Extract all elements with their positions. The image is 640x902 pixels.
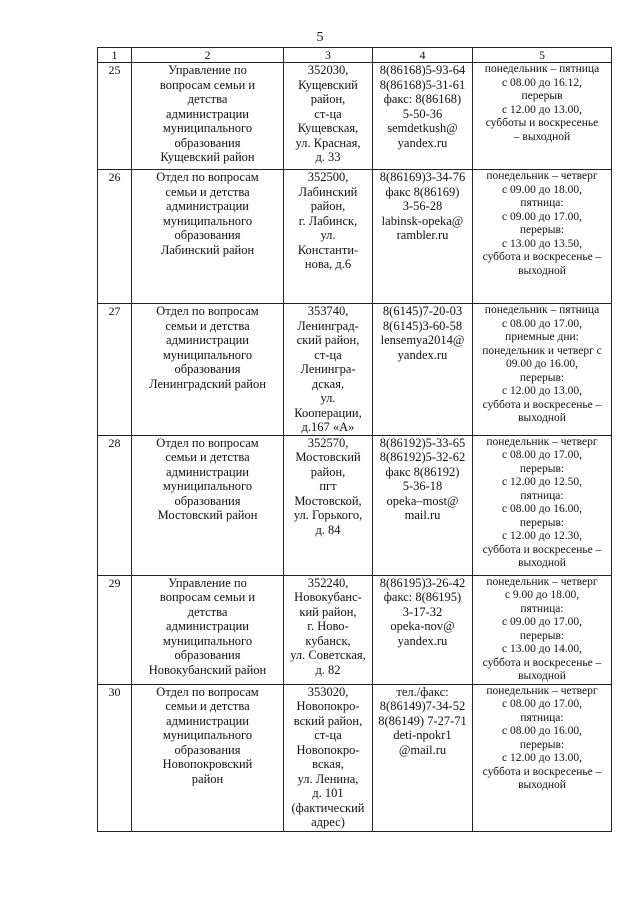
address-line: ул. Ленина,: [297, 771, 359, 786]
contacts-line: yandex.ru: [397, 633, 448, 648]
contacts-line: 8(86192)5-32-62: [379, 450, 466, 464]
work-schedule-line: пятница:: [520, 489, 564, 502]
work-schedule-line: субботы и воскресенье: [485, 117, 599, 129]
address-cell: [284, 684, 373, 831]
contacts-line: @mail.ru: [398, 742, 447, 757]
contacts-line: labinsk-opeka@: [381, 213, 464, 228]
address-line: Кущевская,: [297, 121, 359, 135]
table-row: [98, 63, 612, 170]
table-row: [98, 435, 612, 575]
contacts-line: yandex.ru: [397, 347, 448, 362]
contacts-line: 8(86149) 7-27-71: [378, 713, 467, 728]
address-cell: [284, 304, 373, 436]
organization-name-line: детства: [187, 604, 228, 619]
address-line: д. 101: [312, 786, 344, 800]
work-schedule-line: выходной: [518, 557, 566, 569]
work-schedule-line: понедельник – пятница: [484, 304, 600, 316]
address-line: Мостовский: [295, 450, 361, 464]
work-schedule-line: перерыв: [521, 90, 563, 102]
address-line: район,: [310, 92, 346, 106]
registry-table: [97, 47, 612, 832]
page-number: 5: [316, 30, 324, 45]
address-line: нова, д.6: [304, 257, 352, 271]
organization-name-line: администрации: [166, 106, 249, 121]
organization-name-line: вопросам семьи и: [159, 590, 256, 604]
organization-name-line: Управление по: [168, 63, 247, 77]
work-schedule-line: перерыв:: [519, 371, 565, 384]
work-schedule-line: понедельник – четверг: [486, 170, 598, 182]
address-line: пгт: [319, 479, 337, 493]
row-number: 26: [98, 170, 132, 304]
work-schedule-line: с 08.00 до 16.00,: [502, 503, 582, 515]
organization-name-line: семьи и детства: [165, 450, 250, 464]
organization-name-line: Ленинградский район: [149, 376, 266, 391]
address-line: кий район,: [299, 604, 357, 619]
organization-name-line: образования: [174, 742, 241, 757]
work-schedule-line: с 12.00 до 13.00,: [502, 103, 582, 116]
work-schedule-line: понедельник – четверг: [486, 684, 598, 697]
address-line: кубанск,: [305, 633, 351, 648]
work-schedule-line: пятница:: [520, 602, 564, 615]
address-line: Кущевский: [298, 77, 358, 92]
address-line: д. 33: [315, 150, 341, 164]
work-schedule-line: выходной: [518, 412, 566, 424]
work-schedule-line: пятница:: [520, 197, 564, 209]
organization-name-line: образования: [174, 362, 241, 376]
contacts-cell: [373, 575, 473, 684]
organization-name-cell: [132, 63, 284, 170]
address-line: ст-ца: [314, 106, 342, 121]
organization-name-line: образования: [174, 135, 241, 150]
work-schedule-line: с 08.00 до 16.00,: [502, 725, 582, 737]
address-line: дская,: [311, 376, 345, 391]
work-schedule-line: понедельник и четверг с: [482, 344, 602, 357]
address-line: Ленинград-: [297, 318, 359, 333]
organization-name-cell: [132, 684, 284, 831]
work-schedule-line: перерыв:: [519, 629, 565, 642]
work-schedule-line: пятница:: [520, 711, 564, 724]
work-schedule-line: суббота и воскресенье –: [482, 543, 602, 556]
organization-name-line: Новопокровский: [162, 757, 253, 771]
organization-name-line: Отдел по вопросам: [156, 170, 259, 184]
contacts-line: opeka-nov@: [390, 619, 455, 633]
work-schedule-line: суббота и воскресенье –: [482, 656, 602, 669]
work-schedule-line: с 09.00 до 18.00,: [502, 183, 582, 196]
address-line: ст-ца: [314, 728, 342, 742]
contacts-cell: [373, 170, 473, 304]
work-schedule-line: выходной: [518, 779, 566, 791]
contacts-line: opeka–most@: [386, 493, 459, 508]
work-schedule-line: с 08.00 до 17.00,: [502, 317, 582, 330]
work-schedule-line: суббота и воскресенье –: [482, 251, 602, 263]
address-line: вская,: [312, 757, 344, 771]
work-schedule-cell: [473, 575, 612, 684]
work-schedule-line: суббота и воскресенье –: [482, 398, 602, 411]
work-schedule-line: с 08.00 до 17.00,: [502, 449, 582, 461]
organization-name-line: семьи и детства: [165, 699, 250, 713]
contacts-line: 8(86168)5-31-61: [379, 77, 466, 92]
contacts-line: 3-56-28: [402, 199, 443, 213]
organization-name-line: детства: [187, 92, 228, 106]
work-schedule-line: 09.00 до 16.00,: [506, 358, 578, 370]
header-cell-4: 4: [373, 48, 473, 63]
address-line: д. 82: [315, 662, 341, 677]
address-line: д. 84: [315, 522, 341, 537]
work-schedule-line: понедельник – четверг: [486, 435, 598, 448]
contacts-line: 8(86195)3-26-42: [379, 575, 466, 590]
address-line: ул. Горького,: [293, 508, 363, 522]
address-line: ул.: [320, 391, 336, 405]
address-line: ский район,: [296, 333, 360, 347]
work-schedule-line: перерыв:: [519, 224, 565, 236]
organization-name-line: администрации: [166, 464, 249, 479]
address-line: вский район,: [293, 713, 363, 728]
address-line: Новокубанс-: [294, 590, 362, 604]
contacts-cell: [373, 63, 473, 170]
organization-name-line: семьи и детства: [165, 184, 250, 199]
address-line: (фактический: [291, 800, 365, 815]
organization-name-line: семьи и детства: [165, 318, 250, 333]
contacts-line: тел./факс:: [396, 684, 449, 699]
row-number: 29: [98, 575, 132, 684]
contacts-line: 8(86192)5-33-65: [379, 435, 466, 450]
contacts-line: 3-17-32: [402, 604, 443, 619]
organization-name-line: Лабинский район: [160, 242, 255, 257]
work-schedule-cell: [473, 684, 612, 831]
address-line: ул. Красная,: [295, 135, 361, 150]
address-line: Новопокро-: [296, 699, 360, 713]
work-schedule-line: перерыв:: [519, 738, 565, 751]
contacts-line: факс 8(86192): [385, 464, 460, 479]
organization-name-line: Кущевский район: [160, 150, 255, 164]
table-row: [98, 304, 612, 436]
address-line: Лабинский: [298, 184, 358, 199]
address-line: Мостовской,: [294, 493, 362, 508]
address-line: Новопокро-: [296, 742, 360, 757]
address-line: Кооперации,: [294, 405, 362, 420]
organization-name-line: администрации: [166, 713, 249, 728]
table-body: [98, 63, 612, 832]
work-schedule-line: с 12.00 до 12.50,: [502, 476, 582, 488]
table-row: [98, 575, 612, 684]
address-line: 353740,: [307, 304, 349, 318]
organization-name-line: образования: [174, 228, 241, 242]
work-schedule-line: с 09.00 до 17.00,: [502, 616, 582, 628]
address-line: Ленингра-: [300, 362, 356, 376]
work-schedule-line: перерыв:: [519, 462, 565, 475]
organization-name-cell: [132, 575, 284, 684]
work-schedule-cell: [473, 304, 612, 436]
organization-name-cell: [132, 435, 284, 575]
organization-name-line: муниципального: [162, 633, 253, 648]
contacts-line: 8(86168)5-93-64: [379, 63, 466, 77]
contacts-line: lensemya2014@: [380, 333, 465, 347]
row-number: 30: [98, 684, 132, 831]
organization-name-line: Мостовский район: [157, 508, 258, 522]
contacts-line: rambler.ru: [396, 228, 449, 242]
work-schedule-line: с 08.00 до 17.00,: [502, 698, 582, 710]
contacts-cell: [373, 304, 473, 436]
work-schedule-line: суббота и воскресенье –: [482, 765, 602, 778]
address-line: д.167 «А»: [301, 420, 355, 434]
address-line: 352570,: [307, 435, 349, 450]
contacts-line: факс: 8(86168): [383, 92, 462, 106]
address-cell: [284, 435, 373, 575]
address-line: ул. Советская,: [290, 648, 366, 662]
organization-name-line: район: [191, 771, 224, 786]
table-row: [98, 684, 612, 831]
address-line: 352500,: [307, 170, 349, 184]
organization-name-line: муниципального: [162, 213, 253, 228]
work-schedule-cell: [473, 435, 612, 575]
contacts-cell: [373, 435, 473, 575]
address-cell: [284, 63, 373, 170]
organization-name-line: Отдел по вопросам: [156, 684, 259, 699]
contacts-line: yandex.ru: [397, 135, 448, 150]
organization-name-line: муниципального: [162, 121, 253, 135]
work-schedule-cell: [473, 170, 612, 304]
address-line: ст-ца: [314, 347, 342, 362]
contacts-line: 5-36-18: [402, 479, 443, 493]
work-schedule-line: с 12.00 до 12.30,: [502, 530, 582, 542]
organization-name-line: муниципального: [162, 479, 253, 493]
address-line: 352240,: [307, 575, 349, 590]
organization-name-line: образования: [174, 648, 241, 662]
organization-name-line: Отдел по вопросам: [156, 435, 259, 450]
organization-name-cell: [132, 304, 284, 436]
contacts-line: факс 8(86169): [385, 184, 460, 199]
address-line: район,: [310, 464, 346, 479]
organization-name-line: администрации: [166, 199, 249, 213]
organization-name-line: администрации: [166, 333, 249, 347]
work-schedule-line: – выходной: [513, 130, 571, 143]
address-line: 353020,: [307, 684, 349, 699]
contacts-line: 5-50-36: [402, 106, 443, 121]
contacts-line: deti-npokr1: [393, 728, 452, 742]
address-line: адрес): [311, 815, 345, 829]
organization-name-line: Отдел по вопросам: [156, 304, 259, 318]
organization-name-line: муниципального: [162, 347, 253, 362]
organization-name-line: вопросам семьи и: [159, 77, 256, 92]
work-schedule-line: с 13.00 до 14.00,: [502, 643, 582, 655]
address-line: 352030,: [307, 63, 349, 77]
work-schedule-line: с 08.00 до 16.12,: [502, 76, 582, 89]
address-line: район,: [310, 199, 346, 213]
address-line: г. Лабинск,: [298, 213, 358, 228]
address-cell: [284, 170, 373, 304]
organization-name-line: администрации: [166, 619, 249, 633]
work-schedule-line: с 09.00 до 17.00,: [502, 210, 582, 223]
header-row: [98, 48, 612, 63]
work-schedule-line: приемные дни:: [505, 331, 579, 343]
address-cell: [284, 575, 373, 684]
organization-name-line: образования: [174, 493, 241, 508]
work-schedule-line: с 12.00 до 13.00,: [502, 752, 582, 764]
work-schedule-line: перерыв:: [519, 516, 565, 529]
row-number: 27: [98, 304, 132, 436]
address-line: г. Ново-: [307, 619, 349, 633]
contacts-line: факс: 8(86195): [383, 590, 462, 604]
contacts-line: 8(6145)3-60-58: [382, 318, 463, 333]
work-schedule-line: выходной: [518, 670, 566, 682]
work-schedule-line: с 13.00 до 13.50,: [502, 237, 582, 250]
address-line: Константи-: [297, 242, 359, 257]
header-cell-2: 2: [132, 48, 284, 63]
row-number: 25: [98, 63, 132, 170]
work-schedule-line: с 12.00 до 13.00,: [502, 385, 582, 397]
header-cell-1: 1: [98, 48, 132, 63]
organization-name-line: Новокубанский район: [148, 662, 267, 677]
organization-name-line: муниципального: [162, 728, 253, 742]
header-cell-3: 3: [284, 48, 373, 63]
row-number: 28: [98, 435, 132, 575]
table-row: [98, 170, 612, 304]
contacts-line: 8(86169)3-34-76: [379, 170, 466, 184]
work-schedule-line: понедельник – пятница: [484, 63, 600, 75]
organization-name-cell: [132, 170, 284, 304]
contacts-line: 8(6145)7-20-03: [382, 304, 463, 318]
work-schedule-cell: [473, 63, 612, 170]
address-line: ул.: [320, 228, 336, 242]
contacts-cell: [373, 684, 473, 831]
contacts-line: mail.ru: [404, 508, 441, 522]
work-schedule-line: с 9.00 до 18.00,: [504, 589, 580, 601]
organization-name-line: Управление по: [168, 575, 247, 590]
header-cell-5: 5: [473, 48, 612, 63]
work-schedule-line: выходной: [518, 264, 566, 277]
contacts-line: semdetkush@: [387, 121, 458, 135]
contacts-line: 8(86149)7-34-52: [379, 699, 466, 713]
work-schedule-line: понедельник – четверг: [486, 575, 598, 588]
